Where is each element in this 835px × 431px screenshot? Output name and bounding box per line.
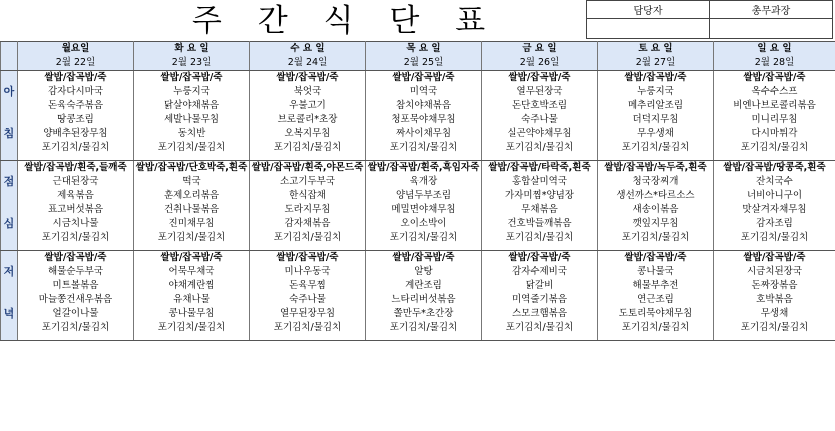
breakfast-menu-item: 포기김치/물김치 — [250, 141, 366, 155]
lunch-menu-item: 포기김치/물김치 — [714, 231, 835, 245]
lunch-menu-item: 쌀밥/잡곡밥/흰죽,흑임자죽 — [366, 161, 482, 176]
breakfast-menu-item: 포기김치/물김치 — [366, 141, 482, 155]
breakfast-menu-item: 쌀밥/잡곡밥/죽 — [714, 71, 835, 86]
breakfast-row — [1, 113, 835, 127]
breakfast-menu-item: 미니리무침 — [714, 113, 835, 127]
lunch-menu-item: 포기김치/물김치 — [18, 231, 134, 245]
lunch-menu-item: 포기김치/물김치 — [482, 231, 598, 245]
dinner-menu-item: 시금치된장국 — [714, 265, 835, 279]
dinner-menu-item: 얼갈이나물 — [18, 307, 134, 321]
breakfast-menu-item: 땅콩조림 — [18, 113, 134, 127]
dinner-menu-item: 돈짜장볶음 — [714, 279, 835, 293]
day-date: 2월 22일 — [18, 56, 134, 71]
lunch-row — [1, 231, 835, 245]
breakfast-menu-item: 쌀밥/잡곡밥/죽 — [18, 71, 134, 86]
lunch-menu-item: 포기김치/물김치 — [366, 231, 482, 245]
day-name: 목 요 일 — [366, 42, 482, 57]
separator-cell — [714, 335, 835, 341]
dinner-label — [1, 321, 18, 335]
dinner-row — [1, 293, 835, 307]
breakfast-menu-item: 포기김치/물김치 — [18, 141, 134, 155]
dinner-label: 녁 — [1, 307, 18, 321]
separator-cell — [598, 335, 714, 341]
lunch-menu-item: 한식잡채 — [250, 189, 366, 203]
lunch-menu-item: 표고버섯볶음 — [18, 203, 134, 217]
dinner-menu-item: 쌀밥/잡곡밥/죽 — [134, 251, 250, 266]
breakfast-menu-item: 돈단호박조림 — [482, 99, 598, 113]
lunch-menu-item: 쌀밥/잡곡밥/흰죽,야몬드죽 — [250, 161, 366, 176]
breakfast-menu-item: 돈육숙주볶음 — [18, 99, 134, 113]
dinner-menu-item: 포기김치/물김치 — [366, 321, 482, 335]
separator-cell — [18, 335, 134, 341]
breakfast-label — [1, 141, 18, 155]
title-bar — [0, 0, 835, 41]
dinner-label: 저 — [1, 265, 18, 279]
dinner-menu-item: 미나우동국 — [250, 265, 366, 279]
day-name: 월요일 — [18, 42, 134, 57]
lunch-label — [1, 189, 18, 203]
dinner-menu-item: 쫄만두*초간장 — [366, 307, 482, 321]
lunch-menu-item: 맛살겨자채무침 — [714, 203, 835, 217]
dinner-menu-item: 쌀밥/잡곡밥/죽 — [482, 251, 598, 266]
breakfast-menu-item: 포기김치/물김치 — [598, 141, 714, 155]
meal-separator — [1, 335, 835, 341]
dinner-row — [1, 321, 835, 335]
lunch-menu-item: 메밀면야채무침 — [366, 203, 482, 217]
breakfast-menu-item: 숙주나물 — [482, 113, 598, 127]
dinner-menu-item: 해물순두부국 — [18, 265, 134, 279]
lunch-menu-item: 떡국 — [134, 175, 250, 189]
lunch-menu-item: 감자채볶음 — [250, 217, 366, 231]
lunch-menu-item: 진미채무침 — [134, 217, 250, 231]
lunch-row — [1, 175, 835, 189]
lunch-menu-item: 포기김치/물김치 — [598, 231, 714, 245]
dinner-row — [1, 307, 835, 321]
day-name: 일 요 일 — [714, 42, 835, 57]
breakfast-row — [1, 85, 835, 99]
breakfast-menu-item: 무우생채 — [598, 127, 714, 141]
separator-cell — [482, 335, 598, 341]
breakfast-menu-item: 더덕지무침 — [598, 113, 714, 127]
lunch-menu-item: 청국장찌개 — [598, 175, 714, 189]
lunch-menu-item: 너비아니구이 — [714, 189, 835, 203]
day-header-row — [1, 42, 835, 57]
dinner-menu-item: 호박볶음 — [714, 293, 835, 307]
dinner-menu-item: 어묵무채국 — [134, 265, 250, 279]
breakfast-menu-item: 쌀밥/잡곡밥/죽 — [134, 71, 250, 86]
dinner-menu-item: 알탕 — [366, 265, 482, 279]
dinner-menu-item: 포기김치/물김치 — [250, 321, 366, 335]
approval-staff-sign — [587, 19, 710, 39]
dinner-menu-item: 계란조림 — [366, 279, 482, 293]
dinner-menu-item: 미트볼볶음 — [18, 279, 134, 293]
dinner-label — [1, 293, 18, 307]
day-name: 수 요 일 — [250, 42, 366, 57]
breakfast-menu-item: 북엇국 — [250, 85, 366, 99]
dinner-menu-item: 미역줄기볶음 — [482, 293, 598, 307]
dinner-menu-item: 도토리묵야채무침 — [598, 307, 714, 321]
dinner-menu-item: 열무된장무침 — [250, 307, 366, 321]
dinner-menu-item: 콩나물국 — [598, 265, 714, 279]
breakfast-menu-item: 닭살야채볶음 — [134, 99, 250, 113]
lunch-label — [1, 203, 18, 217]
day-name: 금 요 일 — [482, 42, 598, 57]
breakfast-menu-item: 열무된장국 — [482, 85, 598, 99]
dinner-menu-item: 연근조림 — [598, 293, 714, 307]
dinner-menu-item: 쌀밥/잡곡밥/죽 — [250, 251, 366, 266]
breakfast-menu-item: 쌀밥/잡곡밥/죽 — [598, 71, 714, 86]
page-title: 주 간 식 단 표 — [191, 3, 499, 39]
dinner-label — [1, 251, 18, 266]
breakfast-label: 침 — [1, 127, 18, 141]
breakfast-menu-item: 누룽지국 — [598, 85, 714, 99]
breakfast-row — [1, 141, 835, 155]
dinner-row — [1, 265, 835, 279]
breakfast-menu-item: 미역국 — [366, 85, 482, 99]
lunch-label — [1, 161, 18, 176]
day-date: 2월 27일 — [598, 56, 714, 71]
lunch-menu-item: 소고기두부국 — [250, 175, 366, 189]
dinner-menu-item: 해물부추전 — [598, 279, 714, 293]
lunch-menu-item: 근대된장국 — [18, 175, 134, 189]
dinner-menu-item: 쌀밥/잡곡밥/죽 — [598, 251, 714, 266]
day-date: 2월 23일 — [134, 56, 250, 71]
breakfast-menu-item: 참치야채볶음 — [366, 99, 482, 113]
lunch-menu-item: 쌀밥/잡곡밥/땅콩죽,흰죽 — [714, 161, 835, 176]
lunch-row — [1, 217, 835, 231]
day-date: 2월 28일 — [714, 56, 835, 71]
breakfast-menu-item: 짜사이채무침 — [366, 127, 482, 141]
corner-cell — [1, 42, 18, 57]
breakfast-menu-item: 감자다시마국 — [18, 85, 134, 99]
lunch-row — [1, 189, 835, 203]
lunch-menu-item: 포기김치/물김치 — [250, 231, 366, 245]
day-date: 2월 26일 — [482, 56, 598, 71]
lunch-label — [1, 231, 18, 245]
lunch-menu-item: 시금치나물 — [18, 217, 134, 231]
dinner-row — [1, 279, 835, 293]
dinner-label — [1, 279, 18, 293]
lunch-menu-item: 건호박들깨볶음 — [482, 217, 598, 231]
breakfast-menu-item: 쌀밥/잡곡밥/죽 — [366, 71, 482, 86]
breakfast-label: 아 — [1, 85, 18, 99]
dinner-menu-item: 포기김치/물김치 — [134, 321, 250, 335]
lunch-menu-item: 무채볶음 — [482, 203, 598, 217]
breakfast-menu-item: 포기김치/물김치 — [134, 141, 250, 155]
separator-cell — [250, 335, 366, 341]
dinner-menu-item: 야채계란찜 — [134, 279, 250, 293]
lunch-menu-item: 훈제오리볶음 — [134, 189, 250, 203]
breakfast-menu-item: 세발나물무침 — [134, 113, 250, 127]
lunch-menu-item: 포기김치/물김치 — [134, 231, 250, 245]
breakfast-row — [1, 71, 835, 86]
separator-cell — [134, 335, 250, 341]
lunch-menu-item: 쌀밥/잡곡밥/타락죽,흰죽 — [482, 161, 598, 176]
dinner-menu-item: 포기김치/물김치 — [482, 321, 598, 335]
lunch-menu-item: 깻잎지무침 — [598, 217, 714, 231]
breakfast-menu-item: 옥수수스프 — [714, 85, 835, 99]
lunch-menu-item: 도라지무침 — [250, 203, 366, 217]
dinner-menu-item: 포기김치/물김치 — [598, 321, 714, 335]
dinner-menu-item: 쌀밥/잡곡밥/죽 — [366, 251, 482, 266]
dinner-menu-item: 포기김치/물김치 — [18, 321, 134, 335]
dinner-menu-item: 유채나물 — [134, 293, 250, 307]
dinner-menu-item: 쌀밥/잡곡밥/죽 — [18, 251, 134, 266]
approval-manager-label: 총무과장 — [710, 1, 833, 19]
breakfast-menu-item: 양배추된장무침 — [18, 127, 134, 141]
day-header-row — [1, 56, 835, 71]
breakfast-menu-item: 다시마튀각 — [714, 127, 835, 141]
lunch-menu-item: 양념두부조림 — [366, 189, 482, 203]
menu-table — [0, 41, 835, 341]
dinner-menu-item: 무생채 — [714, 307, 835, 321]
lunch-menu-item: 오이소박이 — [366, 217, 482, 231]
day-date: 2월 25일 — [366, 56, 482, 71]
dinner-menu-item: 쌀밥/잡곡밥/죽 — [714, 251, 835, 266]
dinner-menu-item: 돈육무찜 — [250, 279, 366, 293]
breakfast-label — [1, 113, 18, 127]
separator-label — [1, 335, 18, 341]
breakfast-menu-item: 청포묵야채무침 — [366, 113, 482, 127]
corner-cell — [1, 56, 18, 71]
dinner-menu-item: 감자수제비국 — [482, 265, 598, 279]
lunch-menu-item: 건취나물볶음 — [134, 203, 250, 217]
separator-cell — [366, 335, 482, 341]
breakfast-menu-item: 포기김치/물김치 — [482, 141, 598, 155]
lunch-menu-item: 잔치국수 — [714, 175, 835, 189]
lunch-menu-item: 육개장 — [366, 175, 482, 189]
lunch-menu-item: 홍합살미역국 — [482, 175, 598, 189]
lunch-menu-item: 가자미찜*양념장 — [482, 189, 598, 203]
lunch-menu-item: 쌀밥/잡곡밥/단호박죽,흰죽 — [134, 161, 250, 176]
approval-box — [586, 0, 833, 39]
lunch-menu-item: 새송이볶음 — [598, 203, 714, 217]
lunch-menu-item: 쌀밥/잡곡밥/흰죽,들깨죽 — [18, 161, 134, 176]
approval-manager-sign — [710, 19, 833, 39]
lunch-menu-item: 감자조림 — [714, 217, 835, 231]
breakfast-menu-item: 오복지무침 — [250, 127, 366, 141]
breakfast-row — [1, 99, 835, 113]
dinner-menu-item: 스모크햄볶음 — [482, 307, 598, 321]
breakfast-label — [1, 99, 18, 113]
lunch-menu-item: 제육볶음 — [18, 189, 134, 203]
day-name: 화 요 일 — [134, 42, 250, 57]
breakfast-menu-item: 포기김치/물김치 — [714, 141, 835, 155]
breakfast-menu-item: 비엔나브로콜리볶음 — [714, 99, 835, 113]
lunch-menu-item: 쌀밥/잡곡밥/녹두죽,흰죽 — [598, 161, 714, 176]
lunch-row — [1, 203, 835, 217]
approval-staff-label: 담당자 — [587, 1, 710, 19]
lunch-menu-item: 생선까스*타르소스 — [598, 189, 714, 203]
breakfast-menu-item: 메추리알조림 — [598, 99, 714, 113]
day-date: 2월 24일 — [250, 56, 366, 71]
breakfast-menu-item: 동치반 — [134, 127, 250, 141]
dinner-menu-item: 콩나물무침 — [134, 307, 250, 321]
dinner-menu-item: 느타리버섯볶음 — [366, 293, 482, 307]
lunch-label: 점 — [1, 175, 18, 189]
breakfast-menu-item: 누룽지국 — [134, 85, 250, 99]
day-name: 토 요 일 — [598, 42, 714, 57]
breakfast-menu-item: 쌀밥/잡곡밥/죽 — [482, 71, 598, 86]
breakfast-row — [1, 127, 835, 141]
dinner-menu-item: 마늘쫑건새우볶음 — [18, 293, 134, 307]
dinner-menu-item: 닭갈비 — [482, 279, 598, 293]
lunch-row — [1, 161, 835, 176]
breakfast-menu-item: 실곤약야채무침 — [482, 127, 598, 141]
dinner-row — [1, 251, 835, 266]
breakfast-menu-item: 우불고기 — [250, 99, 366, 113]
dinner-menu-item: 숙주나물 — [250, 293, 366, 307]
dinner-menu-item: 포기김치/물김치 — [714, 321, 835, 335]
lunch-label: 심 — [1, 217, 18, 231]
breakfast-menu-item: 쌀밥/잡곡밥/죽 — [250, 71, 366, 86]
breakfast-menu-item: 브로콜리*초장 — [250, 113, 366, 127]
breakfast-label — [1, 71, 18, 86]
